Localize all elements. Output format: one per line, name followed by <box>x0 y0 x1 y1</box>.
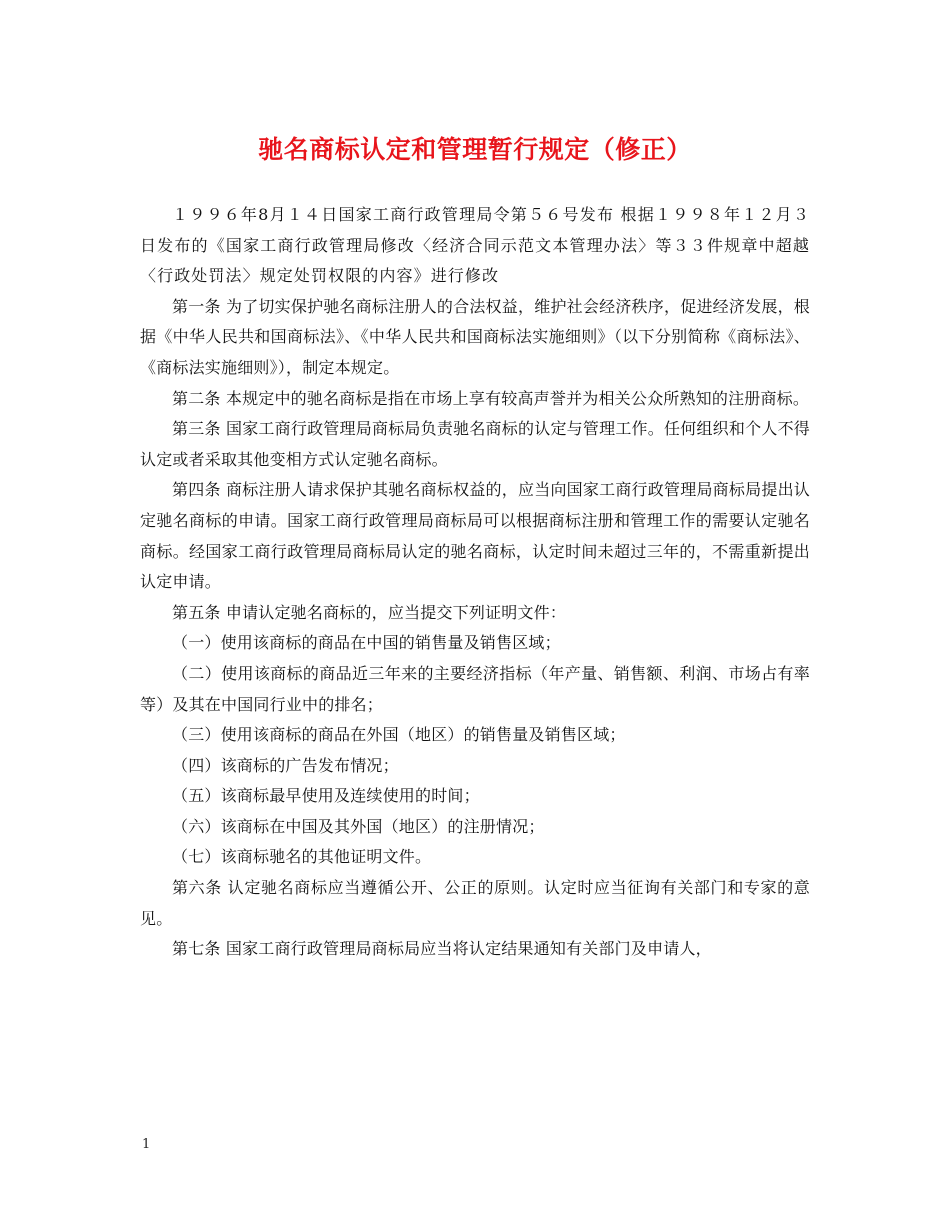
list-item: （五）该商标最早使用及连续使用的时间； <box>172 786 480 806</box>
article-4-paragraph: 第四条 商标注册人请求保护其驰名商标权益的，应当向国家工商行政管理局商标局提出认定驰名商标的申请。国家工商行政管理局商标局可以根据商标注册和管理工作的需要认定驰名商标。经国家工商行政管理局商标局认定的驰名商标，认定时间未超过三年的，不需重新提出认定申请。 <box>140 480 810 592</box>
article-7-paragraph: 第七条 国家工商行政管理局商标局应当将认定结果通知有关部门及申请人， <box>172 939 712 959</box>
list-item: （三）使用该商标的商品在外国（地区）的销售量及销售区域； <box>172 725 626 745</box>
list-item: （六）该商标在中国及其外国（地区）的注册情况； <box>172 816 545 836</box>
article-1-paragraph: 第一条 为了切实保护驰名商标注册人的合法权益，维护社会经济秩序，促进经济发展，根据《中华人民共和国商标法》、《中华人民共和国商标法实施细则》（以下分别简称《商标法》、《商标法实施细则》），制定本规定。 <box>140 296 810 377</box>
list-item: （七）该商标驰名的其他证明文件。 <box>172 847 432 867</box>
document-body <box>140 200 810 965</box>
list-item: （四）该商标的广告发布情况； <box>172 755 399 775</box>
article-5-paragraph: 第五条 申请认定驰名商标的，应当提交下列证明文件： <box>172 602 567 622</box>
article-2-paragraph: 第二条 本规定中的驰名商标是指在市场上享有较高声誉并为相关公众所熟知的注册商标。 <box>172 388 810 408</box>
preamble-paragraph: １９９６年8月１４日国家工商行政管理局令第５６号发布 根据１９９８年１２月３日发布的《国家工商行政管理局修改〈经济合同示范文本管理办法〉等３３件规章中超越〈行政处罚法〉规定处罚权限的内容》进行修改 <box>140 205 810 286</box>
article-3-paragraph: 第三条 国家工商行政管理局商标局负责驰名商标的认定与管理工作。任何组织和个人不得认定或者采取其他变相方式认定驰名商标。 <box>140 419 810 469</box>
list-item: （一）使用该商标的商品在中国的销售量及销售区域； <box>172 633 561 653</box>
page-number: 1 <box>142 1137 151 1152</box>
document-title: 驰名商标认定和管理暂行规定（修正） <box>258 135 692 164</box>
list-item: （二）使用该商标的商品近三年来的主要经济指标（年产量、销售额、利润、市场占有率等）及其在中国同行业中的排名； <box>140 663 810 714</box>
article-6-paragraph: 第六条 认定驰名商标应当遵循公开、公正的原则。认定时应当征询有关部门和专家的意见。 <box>140 878 810 928</box>
